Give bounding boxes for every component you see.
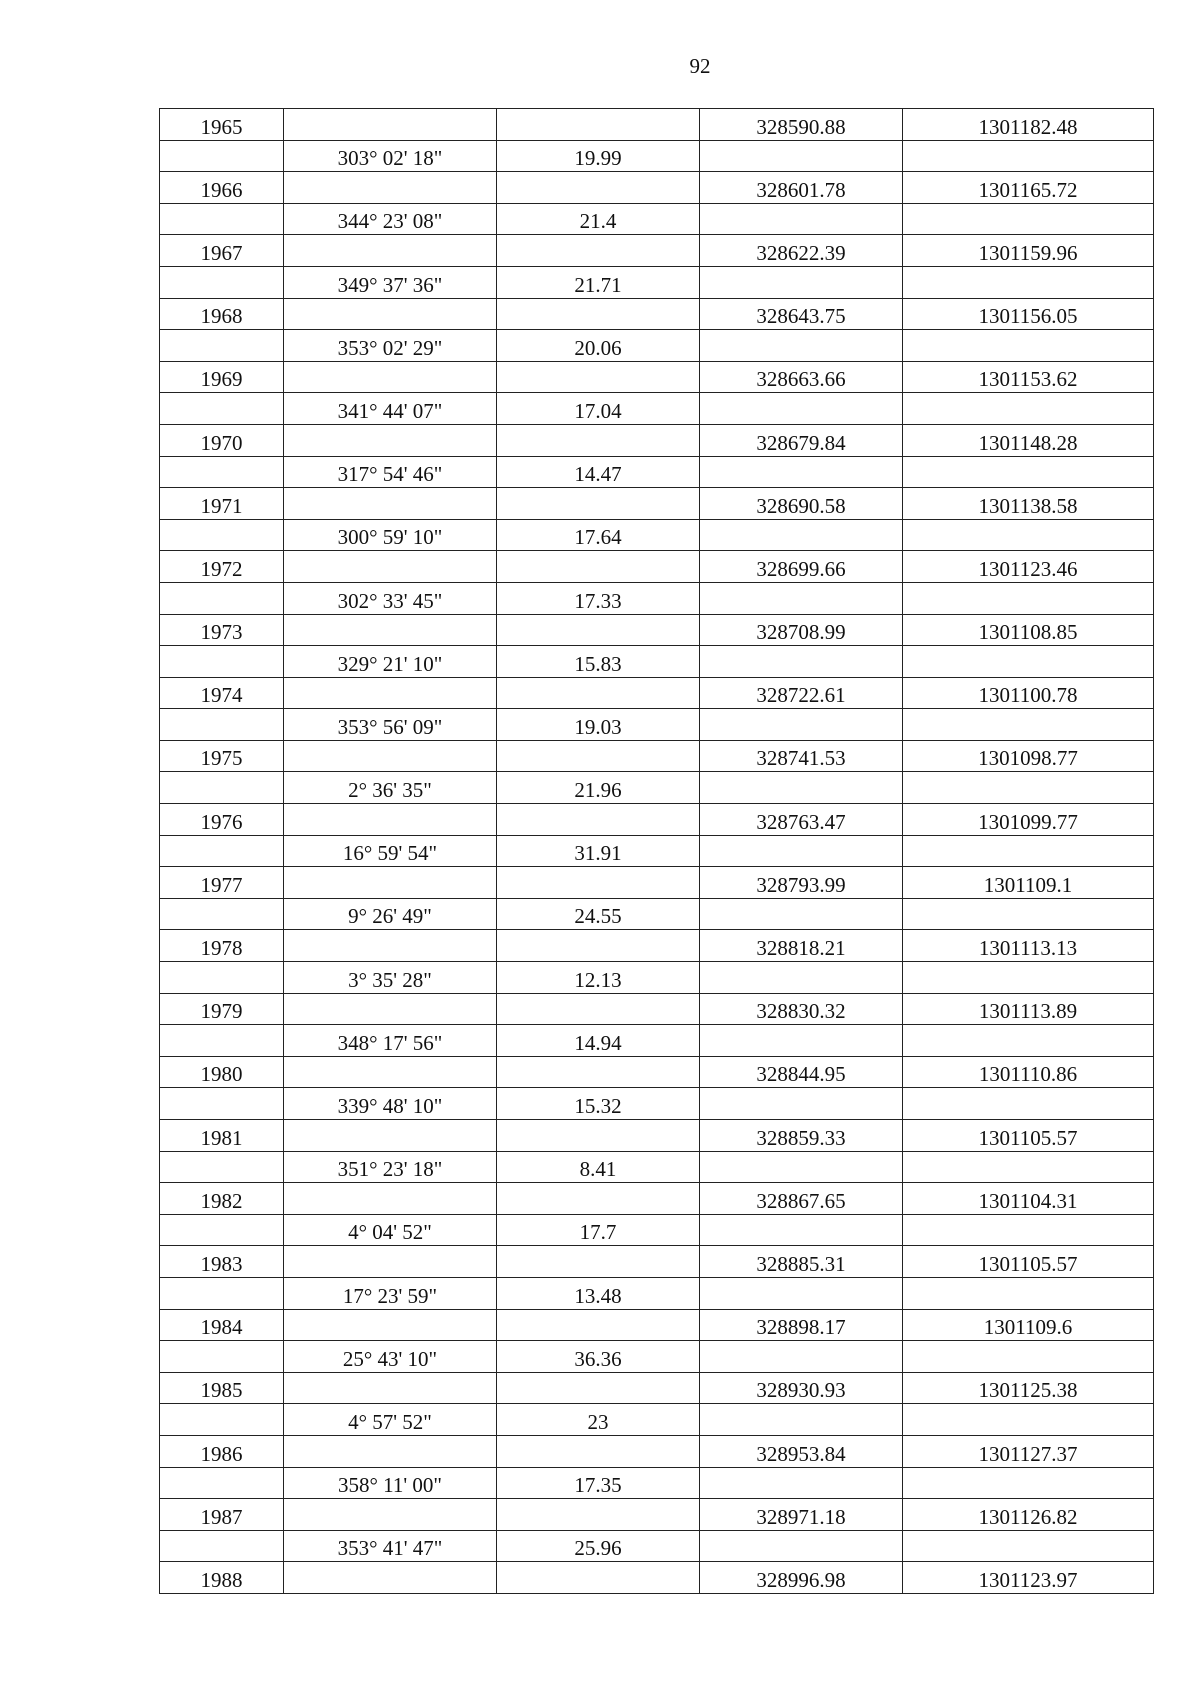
y-coordinate-cell: 1301123.46 (903, 551, 1154, 583)
x-coordinate-cell: 328971.18 (700, 1499, 903, 1531)
point-row (160, 551, 1154, 583)
x-coordinate-cell (700, 962, 903, 994)
segment-row (160, 203, 1154, 235)
distance-cell (497, 488, 700, 520)
y-coordinate-cell (903, 1277, 1154, 1309)
x-coordinate-cell: 328898.17 (700, 1309, 903, 1341)
distance-cell (497, 804, 700, 836)
point-row (160, 488, 1154, 520)
bearing-cell (284, 1435, 497, 1467)
point-id-cell (160, 266, 284, 298)
distance-cell: 24.55 (497, 898, 700, 930)
distance-cell (497, 298, 700, 330)
distance-cell: 15.83 (497, 646, 700, 678)
point-id-cell: 1982 (160, 1183, 284, 1215)
bearing-cell: 16° 59' 54" (284, 835, 497, 867)
distance-cell: 21.96 (497, 772, 700, 804)
point-row (160, 1120, 1154, 1152)
segment-row (160, 140, 1154, 172)
segment-row (160, 772, 1154, 804)
point-id-cell: 1971 (160, 488, 284, 520)
bearing-cell: 353° 02' 29" (284, 330, 497, 362)
bearing-cell: 17° 23' 59" (284, 1277, 497, 1309)
segment-row (160, 582, 1154, 614)
segment-row (160, 646, 1154, 678)
bearing-cell: 302° 33' 45" (284, 582, 497, 614)
point-id-cell: 1985 (160, 1372, 284, 1404)
x-coordinate-cell: 328818.21 (700, 930, 903, 962)
y-coordinate-cell: 1301126.82 (903, 1499, 1154, 1531)
point-row (160, 993, 1154, 1025)
bearing-cell: 344° 23' 08" (284, 203, 497, 235)
x-coordinate-cell: 328996.98 (700, 1562, 903, 1594)
y-coordinate-cell (903, 203, 1154, 235)
point-id-cell: 1981 (160, 1120, 284, 1152)
x-coordinate-cell (700, 140, 903, 172)
point-row (160, 1372, 1154, 1404)
distance-cell: 19.03 (497, 709, 700, 741)
point-id-cell (160, 456, 284, 488)
bearing-cell: 25° 43' 10" (284, 1341, 497, 1373)
distance-cell: 14.47 (497, 456, 700, 488)
distance-cell (497, 867, 700, 899)
y-coordinate-cell: 1301113.89 (903, 993, 1154, 1025)
bearing-cell (284, 1309, 497, 1341)
y-coordinate-cell: 1301156.05 (903, 298, 1154, 330)
y-coordinate-cell: 1301108.85 (903, 614, 1154, 646)
point-id-cell (160, 519, 284, 551)
bearing-cell: 317° 54' 46" (284, 456, 497, 488)
x-coordinate-cell: 328643.75 (700, 298, 903, 330)
distance-cell (497, 1056, 700, 1088)
bearing-cell: 9° 26' 49" (284, 898, 497, 930)
y-coordinate-cell: 1301127.37 (903, 1435, 1154, 1467)
point-row (160, 235, 1154, 267)
x-coordinate-cell: 328741.53 (700, 740, 903, 772)
y-coordinate-cell: 1301148.28 (903, 424, 1154, 456)
x-coordinate-cell (700, 1151, 903, 1183)
x-coordinate-cell: 328859.33 (700, 1120, 903, 1152)
x-coordinate-cell: 328830.32 (700, 993, 903, 1025)
bearing-cell (284, 424, 497, 456)
segment-row (160, 1530, 1154, 1562)
y-coordinate-cell: 1301165.72 (903, 172, 1154, 204)
x-coordinate-cell: 328953.84 (700, 1435, 903, 1467)
distance-cell (497, 424, 700, 456)
distance-cell (497, 1120, 700, 1152)
distance-cell: 17.35 (497, 1467, 700, 1499)
x-coordinate-cell (700, 582, 903, 614)
point-row (160, 1056, 1154, 1088)
segment-row (160, 1404, 1154, 1436)
y-coordinate-cell (903, 1341, 1154, 1373)
x-coordinate-cell: 328690.58 (700, 488, 903, 520)
distance-cell: 21.4 (497, 203, 700, 235)
bearing-cell: 4° 57' 52" (284, 1404, 497, 1436)
y-coordinate-cell: 1301110.86 (903, 1056, 1154, 1088)
distance-cell (497, 1309, 700, 1341)
bearing-cell (284, 235, 497, 267)
x-coordinate-cell: 328867.65 (700, 1183, 903, 1215)
bearing-cell: 351° 23' 18" (284, 1151, 497, 1183)
y-coordinate-cell (903, 962, 1154, 994)
point-id-cell (160, 709, 284, 741)
point-id-cell: 1988 (160, 1562, 284, 1594)
y-coordinate-cell: 1301109.6 (903, 1309, 1154, 1341)
y-coordinate-cell: 1301125.38 (903, 1372, 1154, 1404)
bearing-cell (284, 677, 497, 709)
point-id-cell (160, 646, 284, 678)
point-id-cell: 1979 (160, 993, 284, 1025)
bearing-cell: 348° 17' 56" (284, 1025, 497, 1057)
y-coordinate-cell (903, 646, 1154, 678)
distance-cell: 17.04 (497, 393, 700, 425)
point-row (160, 1435, 1154, 1467)
distance-cell (497, 235, 700, 267)
bearing-cell (284, 1562, 497, 1594)
point-row (160, 172, 1154, 204)
y-coordinate-cell: 1301159.96 (903, 235, 1154, 267)
x-coordinate-cell: 328590.88 (700, 109, 903, 141)
distance-cell: 17.64 (497, 519, 700, 551)
bearing-cell (284, 930, 497, 962)
bearing-cell (284, 614, 497, 646)
y-coordinate-cell (903, 1214, 1154, 1246)
y-coordinate-cell (903, 1467, 1154, 1499)
x-coordinate-cell (700, 646, 903, 678)
bearing-cell (284, 867, 497, 899)
distance-cell (497, 551, 700, 583)
point-id-cell (160, 962, 284, 994)
bearing-cell (284, 1183, 497, 1215)
segment-row (160, 898, 1154, 930)
point-id-cell (160, 1277, 284, 1309)
x-coordinate-cell: 328930.93 (700, 1372, 903, 1404)
point-id-cell: 1967 (160, 235, 284, 267)
x-coordinate-cell (700, 1025, 903, 1057)
y-coordinate-cell: 1301105.57 (903, 1120, 1154, 1152)
point-row (160, 740, 1154, 772)
x-coordinate-cell (700, 772, 903, 804)
point-row (160, 298, 1154, 330)
y-coordinate-cell: 1301098.77 (903, 740, 1154, 772)
y-coordinate-cell (903, 1151, 1154, 1183)
y-coordinate-cell (903, 519, 1154, 551)
segment-row (160, 519, 1154, 551)
point-id-cell (160, 330, 284, 362)
point-id-cell (160, 1467, 284, 1499)
segment-row (160, 330, 1154, 362)
segment-row (160, 962, 1154, 994)
segment-row (160, 1025, 1154, 1057)
distance-cell: 13.48 (497, 1277, 700, 1309)
point-row (160, 867, 1154, 899)
point-id-cell: 1973 (160, 614, 284, 646)
bearing-cell: 353° 41' 47" (284, 1530, 497, 1562)
segment-row (160, 1467, 1154, 1499)
x-coordinate-cell (700, 1214, 903, 1246)
x-coordinate-cell: 328601.78 (700, 172, 903, 204)
x-coordinate-cell (700, 1277, 903, 1309)
point-id-cell: 1976 (160, 804, 284, 836)
y-coordinate-cell (903, 1530, 1154, 1562)
segment-row (160, 1341, 1154, 1373)
y-coordinate-cell: 1301105.57 (903, 1246, 1154, 1278)
y-coordinate-cell (903, 1404, 1154, 1436)
y-coordinate-cell: 1301104.31 (903, 1183, 1154, 1215)
distance-cell (497, 740, 700, 772)
bearing-cell: 300° 59' 10" (284, 519, 497, 551)
distance-cell (497, 677, 700, 709)
bearing-cell: 303° 02' 18" (284, 140, 497, 172)
x-coordinate-cell (700, 1530, 903, 1562)
y-coordinate-cell (903, 835, 1154, 867)
bearing-cell (284, 1372, 497, 1404)
point-id-cell (160, 1151, 284, 1183)
point-row (160, 1246, 1154, 1278)
point-row (160, 1562, 1154, 1594)
distance-cell: 21.71 (497, 266, 700, 298)
segment-row (160, 835, 1154, 867)
point-row (160, 361, 1154, 393)
point-id-cell: 1986 (160, 1435, 284, 1467)
table-body (160, 109, 1154, 1594)
point-id-cell (160, 140, 284, 172)
x-coordinate-cell (700, 1341, 903, 1373)
distance-cell: 12.13 (497, 962, 700, 994)
x-coordinate-cell (700, 709, 903, 741)
point-id-cell: 1974 (160, 677, 284, 709)
point-id-cell (160, 1404, 284, 1436)
point-id-cell (160, 1025, 284, 1057)
bearing-cell: 349° 37' 36" (284, 266, 497, 298)
y-coordinate-cell: 1301099.77 (903, 804, 1154, 836)
segment-row (160, 1214, 1154, 1246)
bearing-cell (284, 1120, 497, 1152)
y-coordinate-cell (903, 266, 1154, 298)
segment-row (160, 393, 1154, 425)
distance-cell (497, 1435, 700, 1467)
distance-cell: 25.96 (497, 1530, 700, 1562)
distance-cell (497, 1372, 700, 1404)
point-id-cell (160, 835, 284, 867)
x-coordinate-cell (700, 456, 903, 488)
segment-row (160, 266, 1154, 298)
point-id-cell: 1966 (160, 172, 284, 204)
distance-cell: 17.33 (497, 582, 700, 614)
x-coordinate-cell (700, 266, 903, 298)
bearing-cell (284, 172, 497, 204)
bearing-cell: 339° 48' 10" (284, 1088, 497, 1120)
point-id-cell (160, 1214, 284, 1246)
y-coordinate-cell (903, 393, 1154, 425)
point-row (160, 1499, 1154, 1531)
bearing-cell: 329° 21' 10" (284, 646, 497, 678)
y-coordinate-cell: 1301100.78 (903, 677, 1154, 709)
y-coordinate-cell: 1301153.62 (903, 361, 1154, 393)
y-coordinate-cell (903, 140, 1154, 172)
page-number: 92 (689, 54, 711, 78)
point-id-cell: 1980 (160, 1056, 284, 1088)
x-coordinate-cell (700, 519, 903, 551)
point-row (160, 109, 1154, 141)
bearing-cell: 341° 44' 07" (284, 393, 497, 425)
x-coordinate-cell (700, 203, 903, 235)
bearing-cell (284, 1056, 497, 1088)
bearing-cell (284, 804, 497, 836)
distance-cell (497, 172, 700, 204)
bearing-cell (284, 488, 497, 520)
distance-cell: 20.06 (497, 330, 700, 362)
distance-cell: 36.36 (497, 1341, 700, 1373)
point-id-cell: 1970 (160, 424, 284, 456)
y-coordinate-cell (903, 898, 1154, 930)
bearing-cell (284, 1246, 497, 1278)
distance-cell (497, 1562, 700, 1594)
point-id-cell: 1977 (160, 867, 284, 899)
x-coordinate-cell (700, 393, 903, 425)
bearing-cell: 358° 11' 00" (284, 1467, 497, 1499)
y-coordinate-cell (903, 330, 1154, 362)
point-row (160, 677, 1154, 709)
distance-cell (497, 1499, 700, 1531)
x-coordinate-cell: 328885.31 (700, 1246, 903, 1278)
segment-row (160, 709, 1154, 741)
point-row (160, 424, 1154, 456)
point-id-cell (160, 1530, 284, 1562)
point-id-cell (160, 898, 284, 930)
x-coordinate-cell (700, 898, 903, 930)
bearing-cell (284, 109, 497, 141)
x-coordinate-cell (700, 1467, 903, 1499)
point-id-cell: 1983 (160, 1246, 284, 1278)
distance-cell (497, 1246, 700, 1278)
x-coordinate-cell (700, 835, 903, 867)
point-id-cell (160, 203, 284, 235)
x-coordinate-cell: 328793.99 (700, 867, 903, 899)
distance-cell (497, 361, 700, 393)
point-id-cell: 1975 (160, 740, 284, 772)
point-row (160, 930, 1154, 962)
point-id-cell (160, 772, 284, 804)
bearing-cell (284, 551, 497, 583)
point-id-cell: 1969 (160, 361, 284, 393)
bearing-cell: 353° 56' 09" (284, 709, 497, 741)
distance-cell: 17.7 (497, 1214, 700, 1246)
distance-cell: 8.41 (497, 1151, 700, 1183)
bearing-cell (284, 298, 497, 330)
segment-row (160, 456, 1154, 488)
y-coordinate-cell (903, 456, 1154, 488)
y-coordinate-cell (903, 1088, 1154, 1120)
point-id-cell: 1987 (160, 1499, 284, 1531)
segment-row (160, 1151, 1154, 1183)
y-coordinate-cell (903, 582, 1154, 614)
x-coordinate-cell: 328622.39 (700, 235, 903, 267)
point-id-cell (160, 582, 284, 614)
x-coordinate-cell: 328708.99 (700, 614, 903, 646)
y-coordinate-cell: 1301138.58 (903, 488, 1154, 520)
point-id-cell: 1972 (160, 551, 284, 583)
point-id-cell: 1965 (160, 109, 284, 141)
y-coordinate-cell: 1301182.48 (903, 109, 1154, 141)
bearing-cell (284, 1499, 497, 1531)
point-row (160, 1183, 1154, 1215)
bearing-cell: 3° 35' 28" (284, 962, 497, 994)
bearing-cell: 4° 04' 52" (284, 1214, 497, 1246)
point-id-cell (160, 393, 284, 425)
distance-cell: 23 (497, 1404, 700, 1436)
distance-cell (497, 993, 700, 1025)
distance-cell: 14.94 (497, 1025, 700, 1057)
segment-row (160, 1277, 1154, 1309)
point-row (160, 804, 1154, 836)
distance-cell: 19.99 (497, 140, 700, 172)
distance-cell (497, 930, 700, 962)
bearing-cell (284, 361, 497, 393)
point-row (160, 1309, 1154, 1341)
x-coordinate-cell: 328679.84 (700, 424, 903, 456)
point-row (160, 614, 1154, 646)
x-coordinate-cell (700, 1088, 903, 1120)
x-coordinate-cell (700, 330, 903, 362)
segment-row (160, 1088, 1154, 1120)
x-coordinate-cell: 328663.66 (700, 361, 903, 393)
point-id-cell (160, 1088, 284, 1120)
y-coordinate-cell: 1301113.13 (903, 930, 1154, 962)
x-coordinate-cell (700, 1404, 903, 1436)
x-coordinate-cell: 328699.66 (700, 551, 903, 583)
point-id-cell: 1984 (160, 1309, 284, 1341)
bearing-cell (284, 993, 497, 1025)
y-coordinate-cell (903, 1025, 1154, 1057)
point-id-cell: 1968 (160, 298, 284, 330)
bearing-cell: 2° 36' 35" (284, 772, 497, 804)
y-coordinate-cell (903, 709, 1154, 741)
distance-cell: 31.91 (497, 835, 700, 867)
x-coordinate-cell: 328763.47 (700, 804, 903, 836)
bearing-cell (284, 740, 497, 772)
point-id-cell: 1978 (160, 930, 284, 962)
y-coordinate-cell: 1301123.97 (903, 1562, 1154, 1594)
coordinate-table-container (159, 108, 1153, 1594)
x-coordinate-cell: 328722.61 (700, 677, 903, 709)
distance-cell (497, 109, 700, 141)
y-coordinate-cell (903, 772, 1154, 804)
distance-cell (497, 1183, 700, 1215)
distance-cell: 15.32 (497, 1088, 700, 1120)
x-coordinate-cell: 328844.95 (700, 1056, 903, 1088)
coordinate-table (159, 108, 1154, 1594)
distance-cell (497, 614, 700, 646)
y-coordinate-cell: 1301109.1 (903, 867, 1154, 899)
point-id-cell (160, 1341, 284, 1373)
